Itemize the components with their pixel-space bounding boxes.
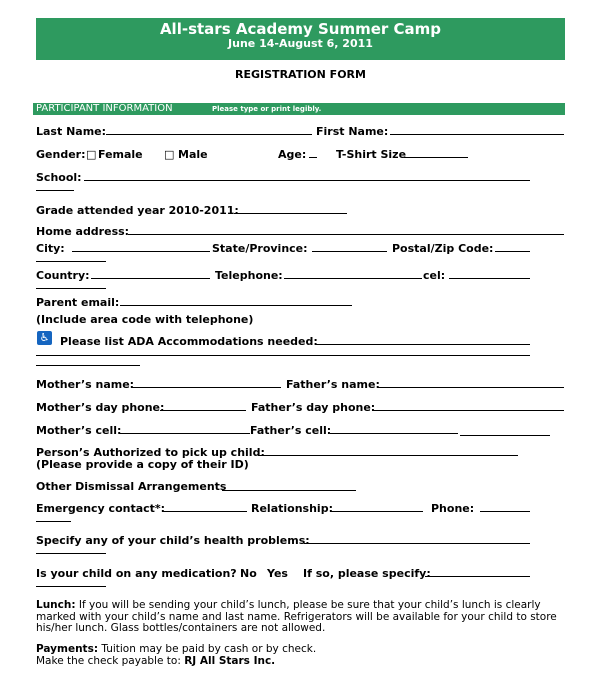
lunch-text: If you will be sending your child’s lunch, please be sure that your child’s lunch is clearly marked with your child’s name and last name. Refrigerators will be available for your child to store his/her lunch. Glass bottles/containers are not allowed. <box>36 599 557 634</box>
lunch-label: Lunch: <box>36 599 76 611</box>
mothers-day-phone-field[interactable] <box>160 410 246 411</box>
male-checkbox[interactable]: □ <box>164 148 175 161</box>
male-label: Male <box>178 148 208 161</box>
payments-label: Payments: <box>36 643 99 655</box>
section-title: PARTICIPANT INFORMATION <box>36 103 173 114</box>
grade-field[interactable] <box>234 213 347 214</box>
ada-field-line2[interactable] <box>36 355 530 356</box>
medication-specify-field[interactable] <box>425 576 530 577</box>
ada-field-line3[interactable] <box>36 365 140 366</box>
city-label: City: <box>36 242 65 255</box>
first-name-label: First Name: <box>316 125 389 138</box>
zip-label: Postal/Zip Code: <box>392 242 494 255</box>
fathers-name-field[interactable] <box>377 387 564 388</box>
country-label: Country: <box>36 269 90 282</box>
medication-yes-option[interactable]: Yes <box>267 567 288 580</box>
payable-line <box>36 656 566 668</box>
phone-field[interactable] <box>480 511 530 512</box>
cel-label: cel: <box>423 269 446 282</box>
health-problems-field-cont[interactable] <box>36 553 106 554</box>
phone-label: Phone: <box>431 502 475 515</box>
ada-label: Please list ADA Accommodations needed: <box>60 335 318 348</box>
authorized-pickup-field[interactable] <box>258 455 518 456</box>
mothers-name-field[interactable] <box>131 387 281 388</box>
phone-field-cont[interactable] <box>36 521 71 522</box>
form-title: REGISTRATION FORM <box>235 68 366 81</box>
payments-text: Tuition may be paid by cash or by check. <box>101 643 317 655</box>
female-checkbox[interactable]: □ <box>86 148 97 161</box>
medication-no-option[interactable]: No <box>240 567 257 580</box>
telephone-label: Telephone: <box>215 269 283 282</box>
fathers-cell-field[interactable] <box>330 433 458 434</box>
health-problems-field[interactable] <box>304 543 530 544</box>
cel-field-cont[interactable] <box>36 288 106 289</box>
tshirt-field[interactable] <box>404 157 468 158</box>
first-name-field[interactable] <box>390 134 564 135</box>
female-label: Female <box>98 148 143 161</box>
home-address-field[interactable] <box>128 234 564 235</box>
fathers-day-phone-label: Father’s day phone: <box>251 401 376 414</box>
mothers-cell-field[interactable] <box>119 433 250 434</box>
payable-prefix: Make the check payable to: <box>36 655 181 667</box>
last-name-label: Last Name: <box>36 125 107 138</box>
parent-email-label: Parent email: <box>36 296 120 309</box>
tshirt-label: T-Shirt Size <box>336 148 407 161</box>
country-field[interactable] <box>91 278 210 279</box>
zip-field-cont[interactable] <box>36 261 106 262</box>
fathers-cell-field-extra[interactable] <box>460 435 550 436</box>
area-code-note: (Include area code with telephone) <box>36 313 254 326</box>
relationship-field[interactable] <box>330 511 423 512</box>
emergency-contact-field[interactable] <box>163 511 247 512</box>
school-field-cont[interactable] <box>36 190 74 191</box>
zip-field[interactable] <box>495 251 530 252</box>
age-label: Age: <box>278 148 307 161</box>
grade-label: Grade attended year 2010-2011: <box>36 204 239 217</box>
city-field[interactable] <box>72 251 210 252</box>
medication-question: Is your child on any medication? <box>36 567 237 580</box>
emergency-contact-label: Emergency contact*: <box>36 502 166 515</box>
dismissal-label: Other Dismissal Arrangements <box>36 480 227 493</box>
authorized-pickup-label: Person’s Authorized to pick up child: <box>36 446 265 459</box>
health-problems-label: Specify any of your child’s health problems: <box>36 534 310 547</box>
state-label: State/Province: <box>212 242 308 255</box>
home-address-label: Home address: <box>36 225 130 238</box>
parent-email-field[interactable] <box>120 305 352 306</box>
medication-specify-label: If so, please specify: <box>303 567 431 580</box>
mothers-name-label: Mother’s name: <box>36 378 135 391</box>
wheelchair-accessibility-icon: ♿ <box>37 331 52 345</box>
payee-name: RJ All Stars Inc. <box>184 655 276 667</box>
cel-field[interactable] <box>449 278 530 279</box>
school-field[interactable] <box>84 180 530 181</box>
fathers-cell-label: Father’s cell: <box>250 424 332 437</box>
medication-specify-field-cont[interactable] <box>36 586 106 587</box>
state-field[interactable] <box>312 251 387 252</box>
age-field[interactable] <box>309 157 317 158</box>
telephone-field[interactable] <box>284 278 422 279</box>
fathers-name-label: Father’s name: <box>286 378 380 391</box>
lunch-paragraph <box>36 600 566 635</box>
payments-paragraph <box>36 644 566 656</box>
fathers-day-phone-field[interactable] <box>372 410 564 411</box>
pickup-id-note: (Please provide a copy of their ID) <box>36 458 249 471</box>
ada-field[interactable] <box>316 344 530 345</box>
camp-title: All-stars Academy Summer Camp <box>159 20 442 38</box>
section-note: Please type or print legibly. <box>212 105 322 113</box>
school-label: School: <box>36 171 82 184</box>
camp-dates: June 14-August 6, 2011 <box>228 37 373 50</box>
mothers-day-phone-label: Mother’s day phone: <box>36 401 165 414</box>
relationship-label: Relationship: <box>251 502 333 515</box>
mothers-cell-label: Mother’s cell: <box>36 424 122 437</box>
dismissal-field[interactable] <box>222 490 356 491</box>
last-name-field[interactable] <box>106 134 312 135</box>
gender-label: Gender: <box>36 148 86 161</box>
